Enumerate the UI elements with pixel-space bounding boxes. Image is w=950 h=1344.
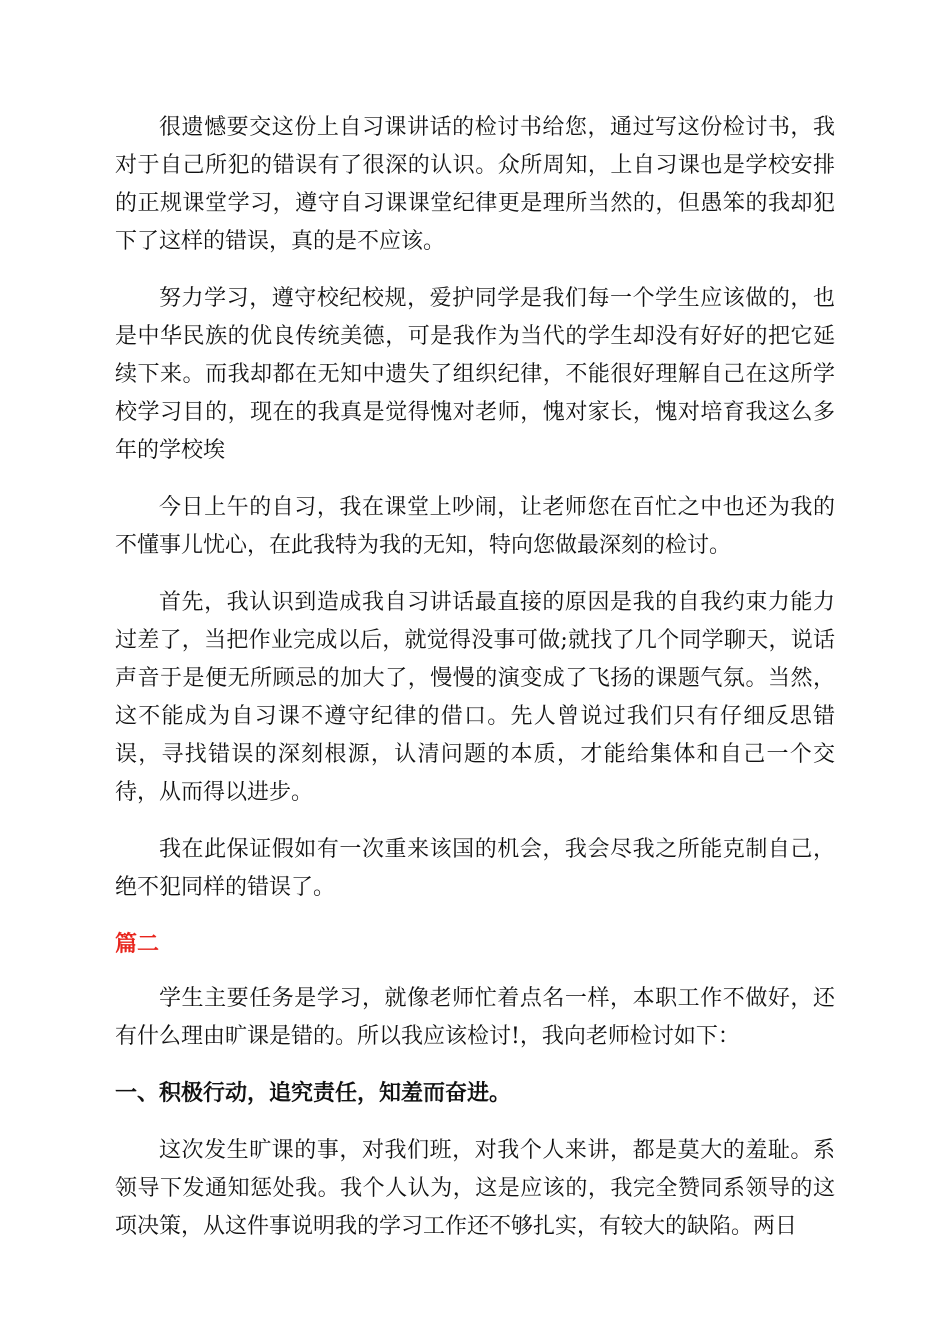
- paragraph-1: 很遗憾要交这份上自习课讲话的检讨书给您，通过写这份检讨书，我对于自己所犯的错误有了很深的认识。众所周知，上自习课也是学校安排的正规课堂学习，遵守自习课课堂纪律更是理所当然的，但愚笨的我却犯下了这样的错误，真的是不应该。: [115, 115, 835, 254]
- paragraph-2: 努力学习，遵守校纪校规，爱护同学是我们每一个学生应该做的，也是中华民族的优良传统美德，可是我作为当代的学生却没有好好的把它延续下来。而我却都在无知中遗失了组织纪律，不能很好理解自己在这所学校学习目的，现在的我真是觉得愧对老师，愧对家长，愧对培育我这么多年的学校埃: [115, 286, 835, 463]
- paragraph-5: 我在此保证假如有一次重来该国的机会，我会尽我之所能克制自己，绝不犯同样的错误了。: [115, 837, 835, 900]
- section-title: 篇二: [115, 932, 160, 957]
- paragraph-3: 今日上午的自习，我在课堂上吵闹，让老师您在百忙之中也还为我的不懂事儿忧心，在此我特为我的无知，特向您做最深刻的检讨。: [115, 495, 835, 558]
- section-intro: 学生主要任务是学习，就像老师忙着点名一样，本职工作不做好，还有什么理由旷课是错的。所以我应该检讨!，我向老师检讨如下：: [115, 986, 835, 1049]
- final-paragraph: 这次发生旷课的事，对我们班，对我个人来讲，都是莫大的羞耻。系领导下发通知惩处我。我个人认为，这是应该的，我完全赞同系领导的这项决策，从这件事说明我的学习工作还不够扎实，有较大的缺陷。两日: [115, 1138, 835, 1239]
- paragraph-4: 首先，我认识到造成我自习讲话最直接的原因是我的自我约束力能力过差了，当把作业完成以后，就觉得没事可做;就找了几个同学聊天，说话声音于是便无所顾忌的加大了，慢慢的演变成了飞扬的课题气氛。当然，这不能成为自习课不遵守纪律的借口。先人曾说过我们只有仔细反思错误，寻找错误的深刻根源，认清问题的本质，才能给集体和自己一个交待，从而得以进步。: [115, 590, 835, 805]
- document-body: [115, 109, 835, 1265]
- subheading: 一、积极行动，追究责任，知羞而奋进。: [115, 1081, 512, 1106]
